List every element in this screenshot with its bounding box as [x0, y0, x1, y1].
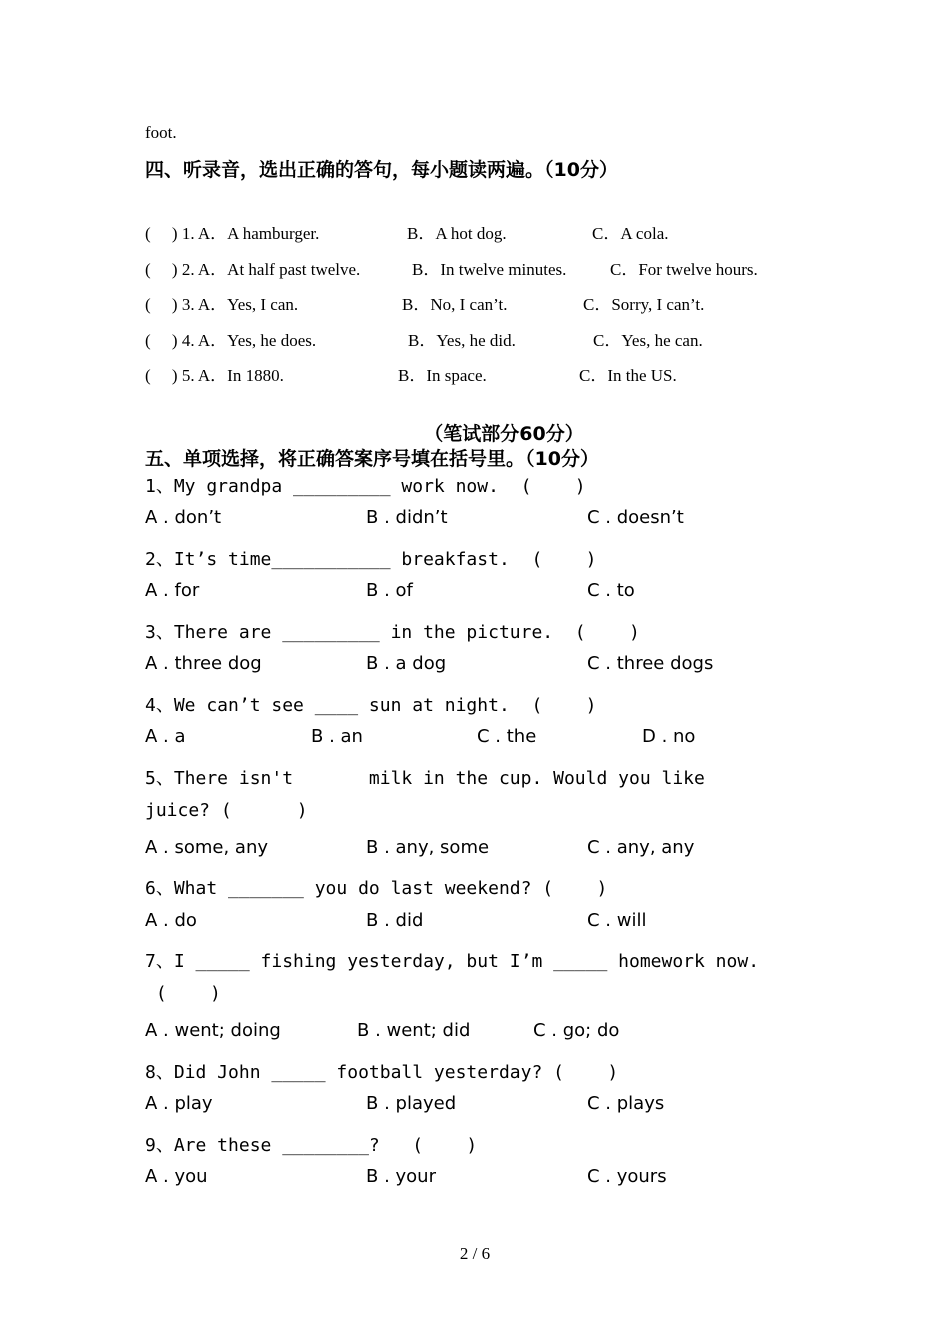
option-a: A . do	[145, 910, 197, 931]
option-b: B . played	[366, 1093, 457, 1114]
question-stem: 6、What _______ you do last weekend? ( )	[145, 878, 608, 899]
option-c: C．Sorry, I can’t.	[583, 295, 705, 314]
option-c: C . any, any	[587, 837, 695, 858]
question-stem: 9、Are these ________? ( )	[145, 1135, 478, 1156]
item-prefix: ( ) 2. A．At half past twelve.	[145, 260, 361, 279]
option-c: C . three dogs	[587, 653, 714, 674]
option-a: A . a	[145, 726, 186, 747]
question-stem-continued: ( )	[145, 983, 221, 1004]
question-stem: 3、There are _________ in the picture. ( )	[145, 622, 640, 643]
question-stem: 2、It’s time___________ breakfast. ( )	[145, 549, 597, 570]
option-c: C . to	[587, 580, 635, 601]
option-b: B . didn’t	[366, 507, 448, 528]
option-c: C . plays	[587, 1093, 665, 1114]
question-stem: 8、Did John _____ football yesterday? ( )	[145, 1062, 619, 1083]
option-b: B . a dog	[366, 653, 447, 674]
option-a: A . went; doing	[145, 1020, 281, 1041]
option-b: B．Yes, he did.	[408, 331, 516, 350]
item-prefix: ( ) 1. A．A hamburger.	[145, 224, 320, 243]
question-stem: 5、There isn't milk in the cup. Would you like	[145, 768, 705, 789]
option-c: C．Yes, he can.	[593, 331, 703, 350]
option-b: B . did	[366, 910, 424, 931]
page-number: 2 / 6	[459, 1244, 491, 1263]
question-stem-continued: juice? ( )	[145, 800, 308, 821]
carryover-text: foot.	[145, 123, 177, 142]
question-stem: 1、My grandpa _________ work now. ( )	[145, 476, 586, 497]
question-stem: 7、I _____ fishing yesterday, but I’m _____ homework now.	[145, 951, 760, 972]
option-b: B . of	[366, 580, 413, 601]
option-d: D . no	[642, 726, 696, 747]
option-b: B．No, I can’t.	[402, 295, 508, 314]
option-a: A . you	[145, 1166, 208, 1187]
option-b: B．In space.	[398, 366, 487, 385]
option-a: A . play	[145, 1093, 213, 1114]
option-c: C．For twelve hours.	[610, 260, 758, 279]
option-c: C . yours	[587, 1166, 667, 1187]
option-b: B．A hot dog.	[407, 224, 507, 243]
option-a: A . some, any	[145, 837, 269, 858]
option-b: B . any, some	[366, 837, 490, 858]
option-b: B . went; did	[357, 1020, 471, 1041]
written-part-heading: （笔试部分60分）	[424, 423, 584, 445]
section4-title: 四、听录音，选出正确的答句，每小题读两遍。（10分）	[145, 159, 618, 181]
option-c: C . the	[477, 726, 537, 747]
option-c: C . will	[587, 910, 647, 931]
option-c: C . doesn’t	[587, 507, 684, 528]
option-b: B . an	[311, 726, 363, 747]
option-a: A . three dog	[145, 653, 262, 674]
item-prefix: ( ) 3. A．Yes, I can.	[145, 295, 299, 314]
option-b: B．In twelve minutes.	[412, 260, 567, 279]
question-stem: 4、We can’t see ____ sun at night. ( )	[145, 695, 597, 716]
option-c: C．In the US.	[579, 366, 677, 385]
option-c: C . go; do	[533, 1020, 620, 1041]
option-a: A . don’t	[145, 507, 222, 528]
item-prefix: ( ) 4. A．Yes, he does.	[145, 331, 317, 350]
item-prefix: ( ) 5. A．In 1880.	[145, 366, 284, 385]
option-c: C．A cola.	[592, 224, 669, 243]
option-a: A . for	[145, 580, 200, 601]
section5-title: 五、单项选择，将正确答案序号填在括号里。（10分）	[145, 448, 599, 470]
option-b: B . your	[366, 1166, 436, 1187]
